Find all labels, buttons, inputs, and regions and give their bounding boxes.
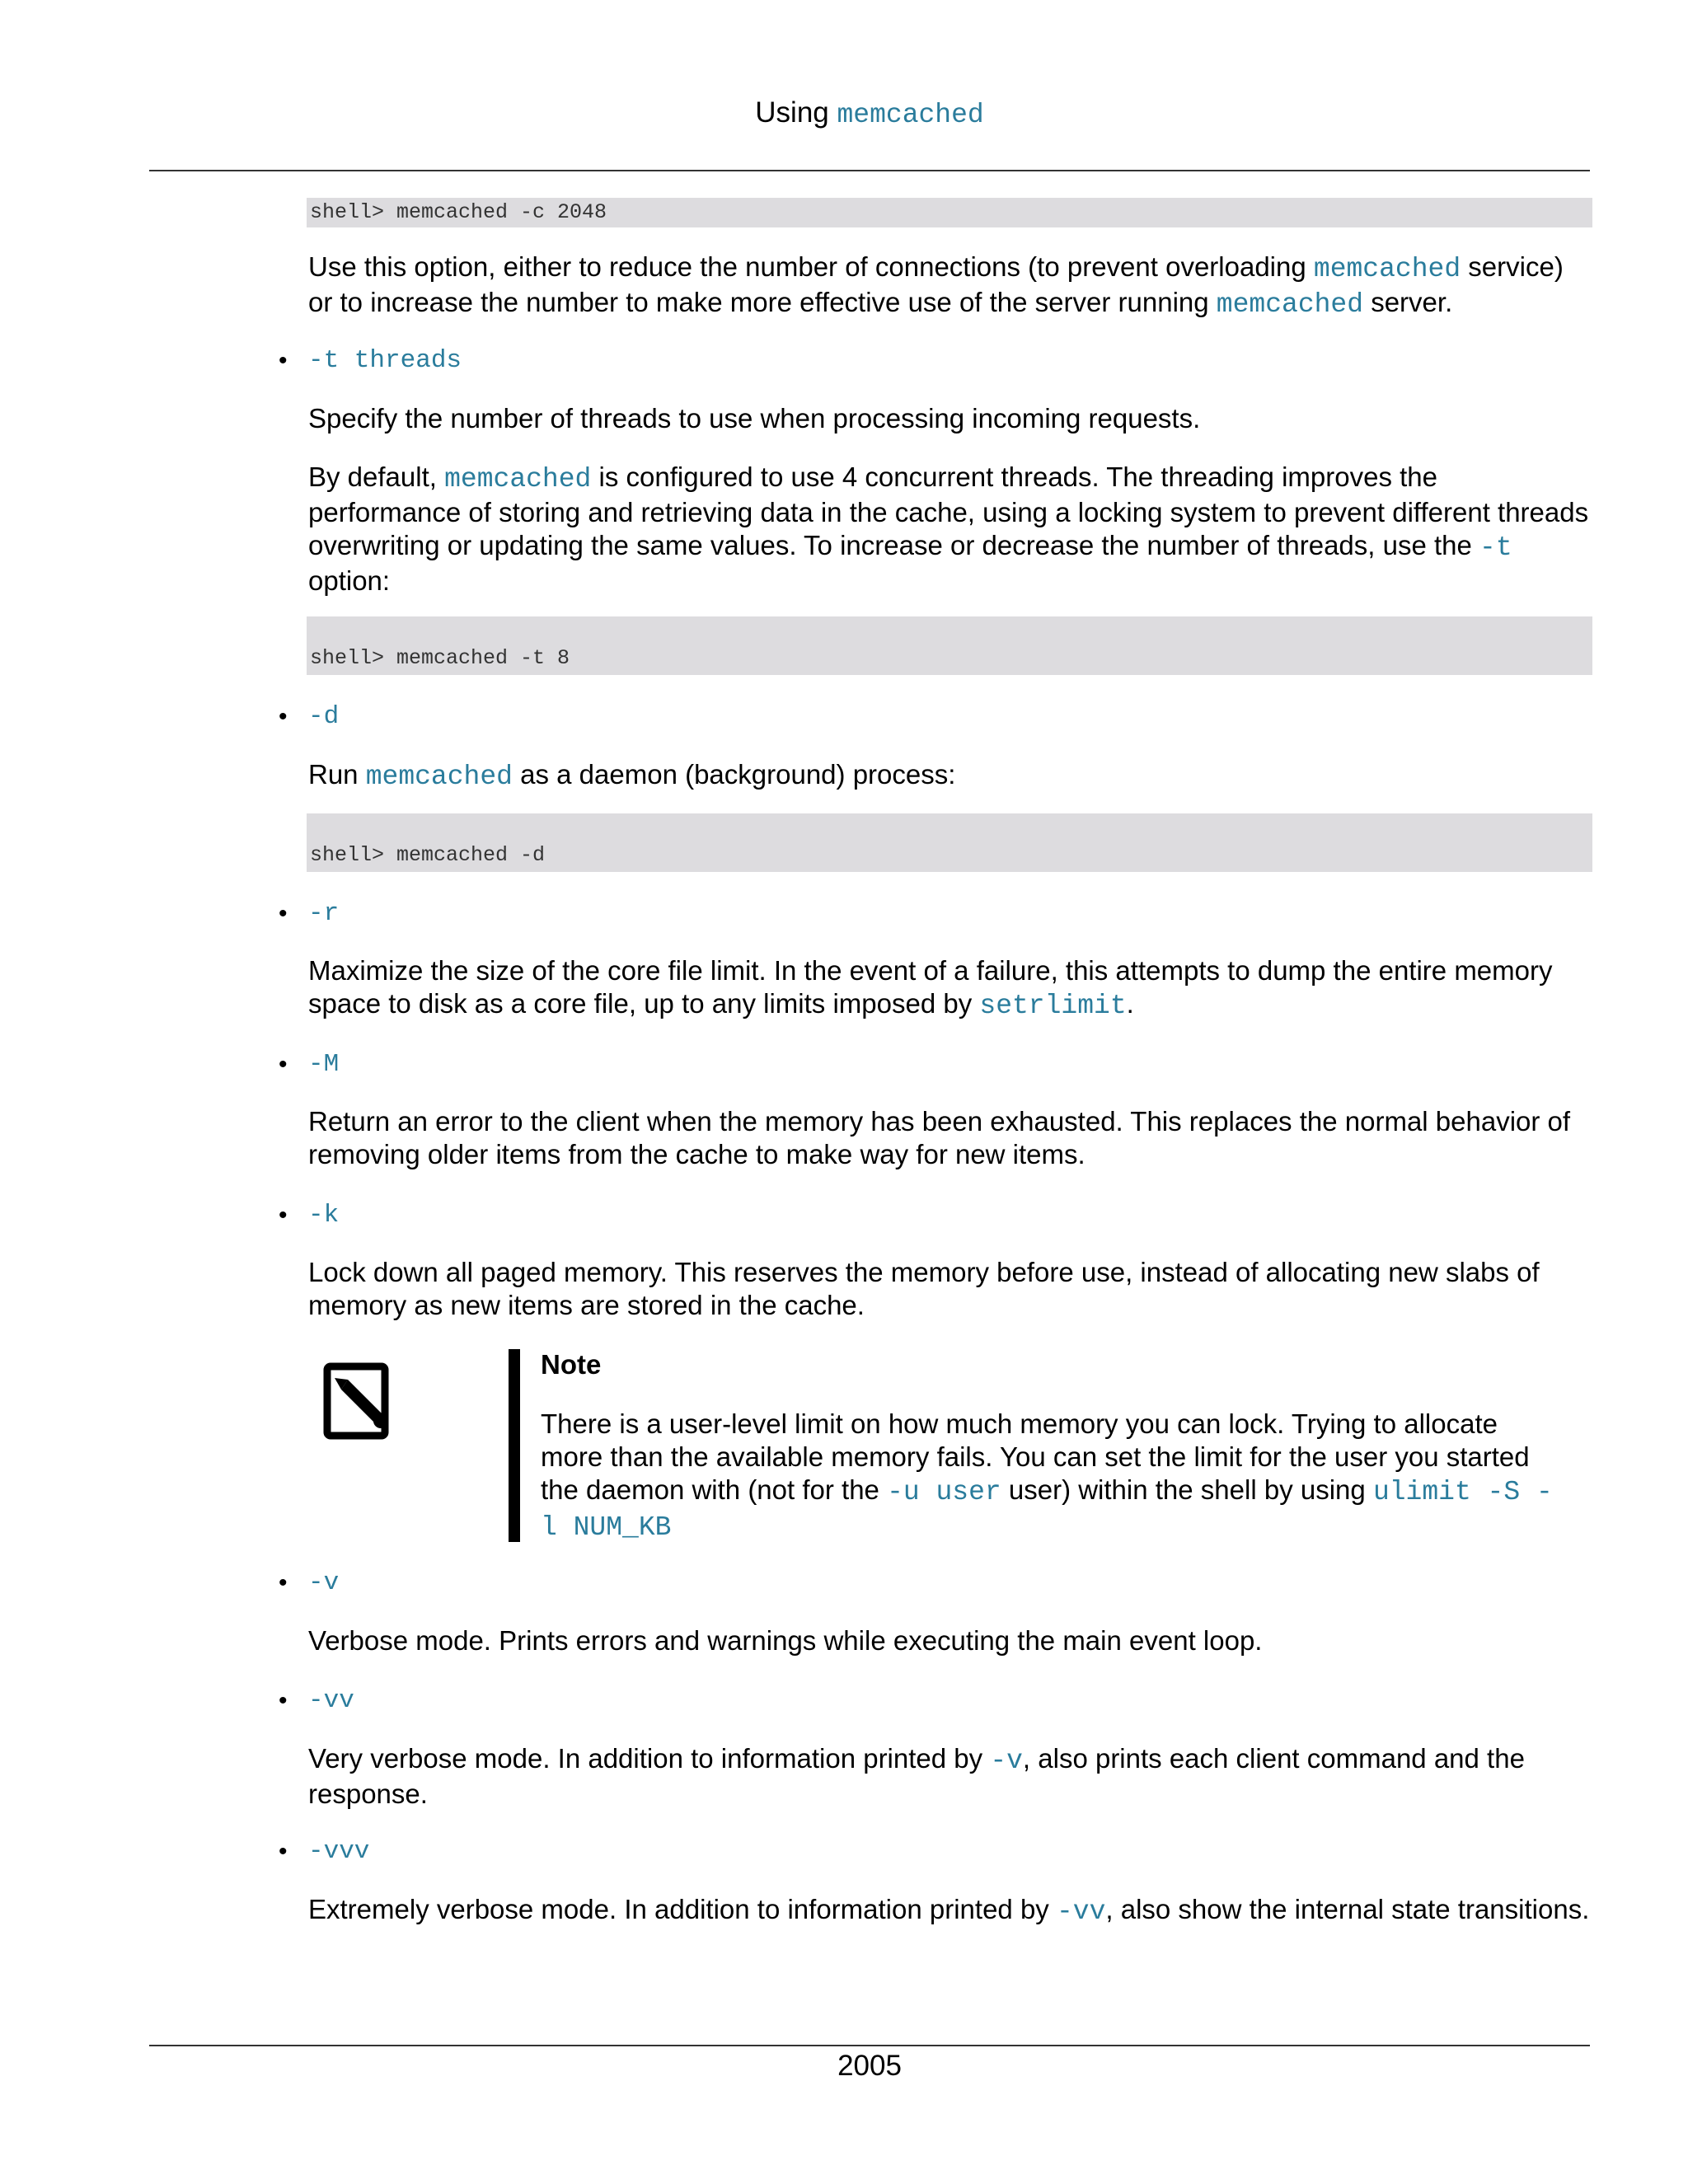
code-vv: -vv [1056, 1896, 1106, 1927]
para-c [308, 251, 1594, 321]
text: Run [308, 759, 366, 790]
code-block-c: shell> memcached -c 2048 [307, 198, 1592, 227]
note-pencil-icon [323, 1361, 392, 1441]
bullet: • [279, 1687, 288, 1714]
code-memcached: memcached [1216, 289, 1364, 320]
para-v: Verbose mode. Prints errors and warnings while executing the main event loop. [308, 1625, 1263, 1656]
text: , also show the internal state transitions. [1105, 1894, 1590, 1924]
page-header [0, 92, 1688, 136]
code-t: -t [1479, 532, 1512, 563]
para-vvv [308, 1893, 1594, 1929]
para-r [308, 954, 1594, 1023]
note-bar [509, 1349, 520, 1542]
option-vvv: -vvv [308, 1837, 370, 1866]
bullet: • [279, 703, 288, 730]
text: , also prints each client command and the response. [308, 1743, 1525, 1809]
option-v: -v [308, 1568, 340, 1597]
text: as a daemon (background) process: [512, 759, 956, 790]
bullet: • [279, 347, 288, 374]
text: user) within the shell by using [1001, 1474, 1373, 1505]
code-memcached: memcached [444, 464, 592, 494]
code-setrlimit: setrlimit [979, 991, 1127, 1021]
para-t1: Specify the number of threads to use when processing incoming requests. [308, 403, 1201, 434]
header-code: memcached [837, 100, 984, 130]
code-memcached: memcached [1313, 254, 1461, 284]
bullet: • [279, 1051, 288, 1078]
option-r: -r [308, 899, 340, 928]
para-M: Return an error to the client when the memory has been exhausted. This replaces the normal behavior of removing older items from the cache to make way for new items. [308, 1106, 1571, 1169]
option-M: -M [308, 1050, 340, 1079]
code-ulimit: ulimit -S -l NUM_KB [541, 1477, 1553, 1543]
note-title: Note [541, 1349, 602, 1380]
code-block-d: shell> memcached -d [307, 813, 1592, 872]
option-d: -d [308, 702, 340, 731]
text: is configured to use 4 concurrent threads. The threading improves the performance of storing and retrieving data in the cache, using a locking system to prevent different threads overwriting or updating the same values. To increase or decrease the number of threads, use the [308, 462, 1589, 560]
text: server. [1363, 287, 1453, 317]
text: . [1126, 988, 1134, 1019]
code-v: -v [990, 1746, 1023, 1776]
bullet: • [279, 1569, 288, 1596]
bullet: • [279, 1202, 288, 1229]
note-body [541, 1408, 1563, 1544]
code-memcached: memcached [365, 762, 513, 792]
header-rule [149, 170, 1590, 171]
para-d [308, 758, 1594, 794]
option-vv: -vv [308, 1686, 354, 1715]
para-t2 [308, 461, 1594, 598]
bullet: • [279, 900, 288, 927]
option-t: -t threads [308, 346, 462, 375]
text: option: [308, 565, 391, 596]
header-text: Using [755, 96, 829, 129]
text: Use this option, either to reduce the number of connections (to prevent overloading [308, 251, 1314, 282]
text: Maximize the size of the core file limit. In the event of a failure, this attempts to dump the entire memory space to disk as a core file, up to any limits imposed by [308, 955, 1553, 1019]
code-u-user: -u user [887, 1477, 1001, 1507]
bullet: • [279, 1838, 288, 1865]
text: There is a user-level limit on how much memory you can lock. Trying to allocate more than the available memory fails. You can set the limit for the user you started the daemon with (not for the [541, 1408, 1530, 1505]
text: Very verbose mode. In addition to information printed by [308, 1743, 991, 1774]
text: Extremely verbose mode. In addition to information printed by [308, 1894, 1057, 1924]
code-block-t: shell> memcached -t 8 [307, 616, 1592, 675]
para-vv [308, 1742, 1594, 1811]
text: service) or to increase the number to make more effective use of the server running [308, 251, 1564, 317]
text: By default, [308, 462, 445, 492]
para-k: Lock down all paged memory. This reserves the memory before use, instead of allocating new slabs of memory as new items are stored in the cache. [308, 1257, 1540, 1320]
page-number: 2005 [837, 2050, 902, 2082]
option-k: -k [308, 1201, 340, 1230]
